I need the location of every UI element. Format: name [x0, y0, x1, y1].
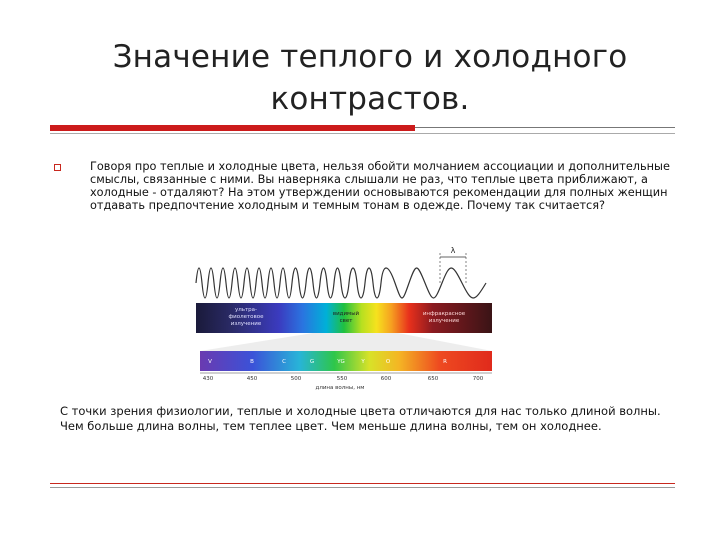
slide-title-line2: контрастов.	[270, 81, 470, 117]
visible-label-2: свет	[339, 318, 353, 324]
ir-label-2: излучение	[428, 318, 460, 324]
color-letter-c: C	[282, 359, 286, 365]
wavelength-wave	[196, 268, 486, 298]
color-letter-y: Y	[361, 359, 365, 365]
visible-label-1: видимый	[332, 311, 360, 317]
color-letter-b: B	[250, 359, 254, 365]
ir-label-1: инфракрасное	[422, 311, 466, 317]
uv-label-1: ультра-	[234, 307, 258, 313]
title-underline-grey-lower	[50, 133, 675, 134]
footer-rule-grey	[50, 487, 675, 488]
footer-rule-red	[50, 483, 675, 484]
tick-450: 450	[246, 376, 258, 382]
tick-700: 700	[472, 376, 484, 382]
uv-label-3: излучение	[230, 321, 262, 327]
axis-ticks	[203, 376, 484, 382]
color-letter-v: V	[208, 359, 212, 365]
caption-paragraph: С точки зрения физиологии, теплые и холодные цвета отличаются для нас только длиной волны. Чем больше длина волны, тем теплее цвет. Чем меньше длина волны, тем он холоднее.	[60, 404, 661, 433]
color-letter-g: G	[309, 359, 315, 365]
intro-paragraph: Говоря про теплые и холодные цвета, нельзя обойти молчанием ассоциации и дополнительные смыслы, связанные с ними. Вы наверняка слышали не раз, что теплые цвета приближают, а холодные - отдаляют? На этом утверждении основываются рекомендации для полных женщин отдавать предпочтение холодным и темным тонам в одежде. Почему так считается?	[90, 160, 670, 212]
spectrum-figure	[190, 223, 502, 403]
title-underline-red	[50, 125, 415, 131]
slide-title-line1: Значение теплого и холодного	[112, 39, 628, 75]
bullet-square-icon	[54, 164, 61, 171]
title-underline-grey	[415, 127, 675, 128]
tick-550: 550	[336, 376, 348, 382]
slide-title	[60, 36, 680, 120]
wave-lambda-label: λ	[450, 246, 456, 255]
uv-label-2: фиолетовое	[228, 314, 264, 320]
tick-430: 430	[202, 376, 214, 382]
tick-600: 600	[380, 376, 392, 382]
spectrum-svg	[190, 223, 502, 403]
visible-color-strip	[200, 351, 492, 371]
color-letter-r: R	[443, 359, 447, 365]
axis-label: длина волны, нм	[315, 385, 365, 391]
tick-500: 500	[290, 376, 302, 382]
tick-650: 650	[427, 376, 439, 382]
color-letter-o: O	[385, 359, 391, 365]
color-letter-yg: YG	[337, 359, 345, 365]
